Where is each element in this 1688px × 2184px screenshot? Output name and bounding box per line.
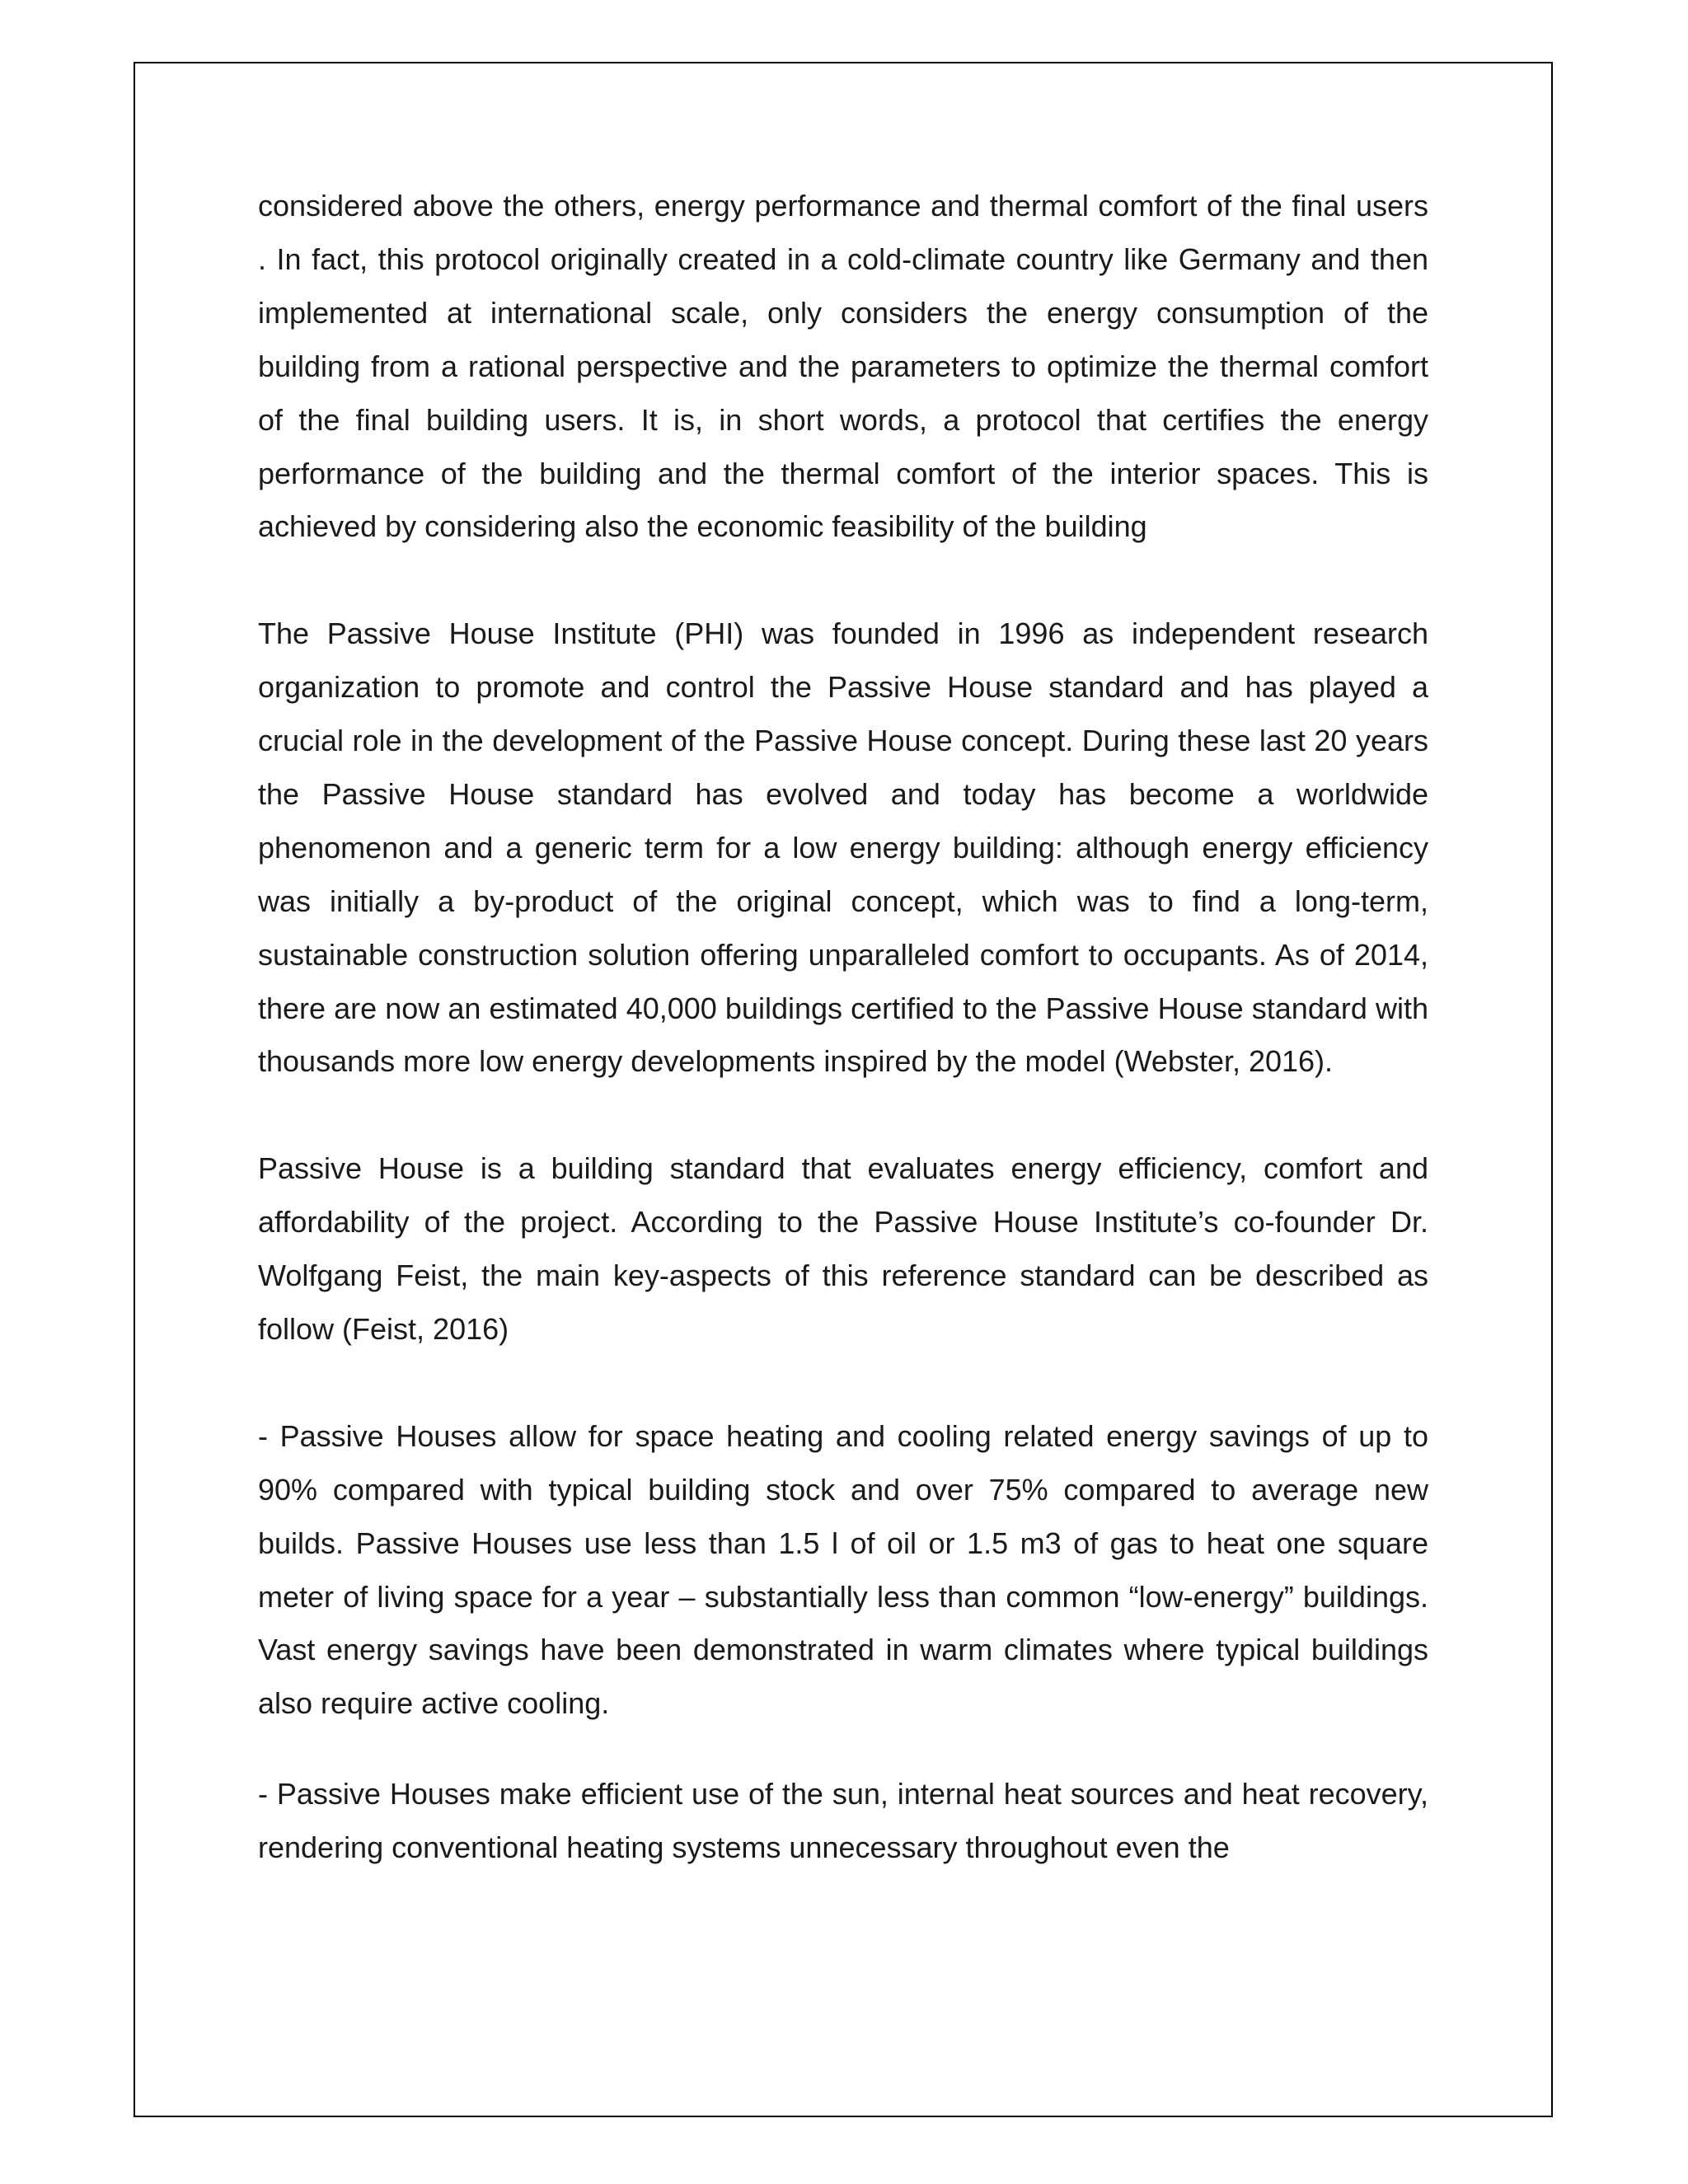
paragraph-standard-overview: considered above the others, energy performance and thermal comfort of the final users . In fact, this protocol originally created in a cold-climate country like Germany and then implemented at international scale, only considers the energy consumption of the building from a rational perspective and the parameters to optimize the thermal comfort of the final building users. It is, in short words, a protocol that certifies the energy performance of the building and the thermal comfort of the interior spaces. This is achieved by considering also the economic feasibility of the building [258, 189, 1428, 544]
paragraph-heat-sources: - Passive Houses make efficient use of the sun, internal heat sources and heat recovery, rendering conventional heating systems unnecessary throughout even the [258, 1777, 1428, 1865]
paragraph-energy-savings: - Passive Houses allow for space heating and cooling related energy savings of up to 90% compared with typical building stock and over 75% compared to average new builds. Passive Houses use less than 1.5 l of oil or 1.5 m3 of gas to heat one square meter of living space for a year – substantially less than common “low-energy” buildings. Vast energy savings have been demonstrated in warm climates where typical buildings also require active cooling. [258, 1418, 1428, 1721]
paragraph-standard-definition: Passive House is a building standard that evaluates energy efficiency, comfort and affordability of the project. According to the Passive House Institute’s co-founder Dr. Wolfgang Feist, the main key-aspects of this reference standard can be described as follow (Feist, 2016) [258, 1151, 1428, 1346]
paragraph-phi-history: The Passive House Institute (PHI) was founded in 1996 as independent research organization to promote and control the Passive House standard and has played a crucial role in the development of the Passive House concept. During these last 20 years the Passive House standard has evolved and today has become a worldwide phenomenon and a generic term for a low energy building: although energy efficiency was initially a by-product of the original concept, which was to find a long-term, sustainable construction solution offering unparalleled comfort to occupants. As of 2014, there are now an estimated 40,000 buildings certified to the Passive House standard with thousands more low energy developments inspired by the model (Webster, 2016). [258, 616, 1428, 1079]
document-body [258, 180, 1428, 1875]
